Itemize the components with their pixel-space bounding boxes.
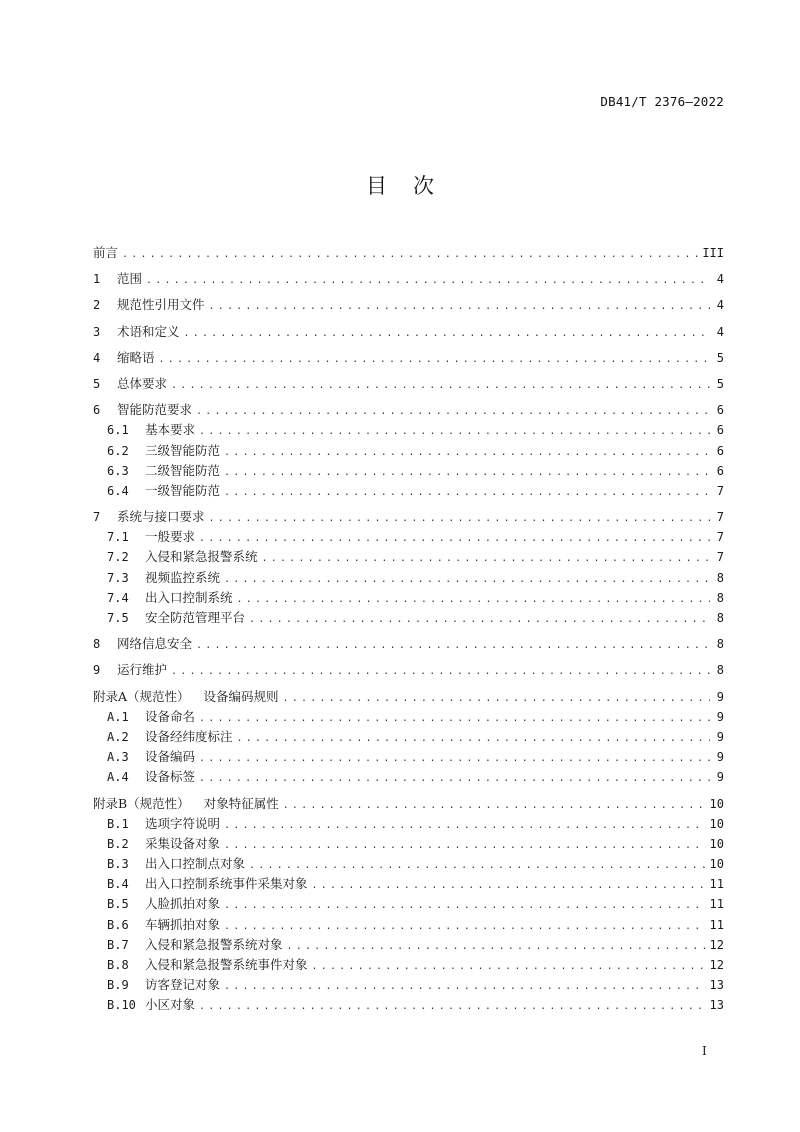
toc-entry-number: B.9 xyxy=(107,978,129,993)
toc-entry-page: 11 xyxy=(709,897,724,912)
toc-entry-number: B.3 xyxy=(107,857,129,872)
toc-entry-b-5[interactable] xyxy=(93,894,724,914)
toc-entry-number: B.5 xyxy=(107,897,129,912)
toc-entry-label: 人脸抓拍对象 xyxy=(145,896,221,912)
page-number: I xyxy=(702,1044,707,1058)
toc-entry-label: 安全防范管理平台 xyxy=(145,610,246,625)
toc-entry-number: 9 xyxy=(93,663,101,678)
toc-entry-b-10[interactable] xyxy=(93,995,724,1015)
leader-dots xyxy=(262,549,710,569)
toc-entry-page: 10 xyxy=(709,796,724,811)
toc-entry-page: 7 xyxy=(716,530,724,545)
toc-entry-9[interactable] xyxy=(93,660,724,680)
toc-entry-foreword[interactable] xyxy=(93,243,724,263)
toc-entry-number: B.10 xyxy=(107,998,136,1013)
toc-entry-b-6[interactable] xyxy=(93,915,724,935)
toc-entry-label: 入侵和紧急报警系统 xyxy=(145,549,258,565)
toc-entry-number: 7.2 xyxy=(107,550,129,565)
toc-entry-page: 9 xyxy=(716,709,724,724)
leader-dots xyxy=(196,402,710,422)
toc-entry-b-8[interactable] xyxy=(93,955,724,975)
toc-entry-page: 6 xyxy=(716,463,724,478)
leader-dots xyxy=(224,836,706,856)
toc-entry-page: 10 xyxy=(709,836,724,851)
toc-entry-number: 5 xyxy=(93,376,101,391)
leader-dots xyxy=(122,245,698,265)
leader-dots xyxy=(224,443,710,463)
toc-entry-3[interactable] xyxy=(93,322,724,342)
toc-entry-page: 9 xyxy=(716,689,724,704)
toc-entry-number: A.4 xyxy=(107,770,129,785)
toc-entry-b-4[interactable] xyxy=(93,874,724,894)
toc-entry-b-9[interactable] xyxy=(93,975,724,995)
leader-dots xyxy=(224,816,706,836)
toc-entry-a-3[interactable] xyxy=(93,747,724,767)
leader-dots xyxy=(199,997,706,1017)
leader-dots xyxy=(283,796,706,816)
leader-dots xyxy=(199,422,710,442)
leader-dots xyxy=(209,297,710,317)
toc-entry-number: A.1 xyxy=(107,709,129,724)
document-code: DB41/T 2376—2022 xyxy=(600,94,724,109)
leader-dots xyxy=(224,977,706,997)
leader-dots xyxy=(224,896,706,916)
toc-entry-number: 6.4 xyxy=(107,483,129,498)
toc-entry-6-3[interactable] xyxy=(93,461,724,481)
toc-entry-7-2[interactable] xyxy=(93,547,724,567)
leader-dots xyxy=(184,324,710,344)
toc-entry-page: 6 xyxy=(716,423,724,438)
toc-entry-label: 对象特征属性 xyxy=(203,795,279,811)
toc-entry-1[interactable] xyxy=(93,269,724,289)
toc-entry-a-4[interactable] xyxy=(93,767,724,787)
toc-entry-number: 8 xyxy=(93,637,101,652)
toc-entry-2[interactable] xyxy=(93,295,724,315)
leader-dots xyxy=(224,570,710,590)
toc-entry-label: 出入口控制点对象 xyxy=(145,856,246,872)
toc-entry-label: 入侵和紧急报警系统对象 xyxy=(145,936,283,952)
leader-dots xyxy=(237,729,710,749)
toc-entry-number: 7.5 xyxy=(107,611,129,625)
toc-entry-label: 小区对象 xyxy=(145,997,196,1013)
toc-entry-page: III xyxy=(702,246,724,260)
toc-entry-number: 附录B（规范性） xyxy=(93,795,190,811)
toc-entry-page: 9 xyxy=(716,750,724,765)
toc-entry-page: 12 xyxy=(709,958,724,972)
toc-entry-label: 一般要求 xyxy=(145,529,196,545)
toc-entry-8[interactable] xyxy=(93,634,724,654)
toc-entry-number: 6.2 xyxy=(107,443,129,458)
toc-entry-label: 访客登记对象 xyxy=(145,977,221,993)
toc-entry-page: 13 xyxy=(709,978,724,993)
toc-entry-page: 7 xyxy=(716,483,724,498)
toc-entry-number: 7 xyxy=(93,510,101,525)
page-title xyxy=(0,170,800,200)
toc-entry-label: 入侵和紧急报警系统事件对象 xyxy=(145,957,308,972)
toc-entry-page: 8 xyxy=(716,611,724,625)
toc-entry-label: 设备编码规则 xyxy=(203,688,279,704)
toc-entry-label: 总体要求 xyxy=(117,375,168,391)
toc-entry-label: 前言 xyxy=(93,245,119,260)
leader-dots xyxy=(171,662,710,682)
toc-entry-page: 4 xyxy=(716,324,724,339)
toc-entry-7-5[interactable] xyxy=(93,608,724,628)
toc-entry-6[interactable] xyxy=(93,400,724,420)
toc-entry-page: 9 xyxy=(716,770,724,785)
toc-entry-page: 7 xyxy=(716,510,724,525)
toc-entry-page: 5 xyxy=(716,376,724,391)
toc-entry-number: 2 xyxy=(93,298,101,313)
toc-entry-page: 6 xyxy=(716,403,724,418)
leader-dots xyxy=(199,749,710,769)
toc-entry-page: 11 xyxy=(709,877,724,892)
leader-dots xyxy=(171,376,710,396)
toc-entry-label: 车辆抓拍对象 xyxy=(145,916,221,932)
leader-dots xyxy=(199,769,710,789)
toc-entry-number: A.3 xyxy=(107,750,129,765)
toc-entry-page: 8 xyxy=(716,637,724,652)
toc-entry-label: 采集设备对象 xyxy=(145,835,221,851)
toc-entry-label: 出入口控制系统 xyxy=(145,589,233,605)
leader-dots xyxy=(224,463,710,483)
toc-entry-page: 12 xyxy=(709,937,724,952)
toc-entry-a-1[interactable] xyxy=(93,707,724,727)
leader-dots xyxy=(159,350,710,370)
toc-entry-number: B.7 xyxy=(107,937,129,952)
toc-entry-appendix-a[interactable] xyxy=(93,687,724,707)
title-char-1: 目 xyxy=(366,174,387,198)
toc-entry-page: 5 xyxy=(716,350,724,365)
toc-entry-label: 术语和定义 xyxy=(117,323,180,339)
toc-entry-number: 6.1 xyxy=(107,423,129,438)
leader-dots xyxy=(146,271,710,291)
toc-entry-b-2[interactable] xyxy=(93,834,724,854)
toc-entry-label: 出入口控制系统事件采集对象 xyxy=(145,876,308,892)
toc-entry-label: 选项字符说明 xyxy=(145,815,221,831)
toc-entry-label: 基本要求 xyxy=(145,422,196,438)
leader-dots xyxy=(287,937,706,957)
table-of-contents xyxy=(93,243,724,1016)
toc-entry-number: 附录A（规范性） xyxy=(93,688,190,704)
leader-dots xyxy=(237,590,710,610)
leader-dots xyxy=(196,636,710,656)
toc-entry-page: 10 xyxy=(709,816,724,831)
toc-entry-number: 6.3 xyxy=(107,463,129,478)
toc-entry-number: B.8 xyxy=(107,958,129,972)
toc-entry-number: B.2 xyxy=(107,836,129,851)
toc-entry-appendix-b[interactable] xyxy=(93,794,724,814)
leader-dots xyxy=(199,709,710,729)
toc-entry-6-2[interactable] xyxy=(93,441,724,461)
toc-entry-6-4[interactable] xyxy=(93,481,724,501)
leader-dots xyxy=(224,483,710,503)
leader-dots xyxy=(209,509,710,529)
toc-entry-label: 设备编码 xyxy=(145,749,196,765)
leader-dots xyxy=(249,856,706,876)
leader-dots xyxy=(249,610,710,630)
toc-entry-label: 系统与接口要求 xyxy=(117,509,205,525)
leader-dots xyxy=(312,957,706,977)
toc-entry-label: 一级智能防范 xyxy=(145,482,221,498)
toc-entry-label: 设备标签 xyxy=(145,769,196,785)
toc-entry-label: 智能防范要求 xyxy=(117,402,193,418)
toc-entry-number: 7.1 xyxy=(107,530,129,545)
toc-entry-label: 缩略语 xyxy=(117,349,155,365)
toc-entry-b-3[interactable] xyxy=(93,854,724,874)
toc-entry-label: 设备经纬度标注 xyxy=(145,728,233,744)
toc-entry-7-3[interactable] xyxy=(93,568,724,588)
toc-entry-b-7[interactable] xyxy=(93,935,724,955)
toc-entry-label: 视频监控系统 xyxy=(145,569,221,585)
toc-entry-label: 范围 xyxy=(117,271,143,287)
toc-entry-label: 二级智能防范 xyxy=(145,462,221,478)
toc-entry-b-1[interactable] xyxy=(93,814,724,834)
toc-entry-page: 8 xyxy=(716,590,724,605)
toc-entry-number: 7.3 xyxy=(107,570,129,585)
toc-entry-page: 9 xyxy=(716,729,724,744)
toc-entry-number: B.1 xyxy=(107,816,129,831)
toc-entry-a-2[interactable] xyxy=(93,727,724,747)
toc-entry-label: 规范性引用文件 xyxy=(117,297,205,313)
leader-dots xyxy=(224,917,706,937)
toc-entry-6-1[interactable] xyxy=(93,420,724,440)
title-char-2: 次 xyxy=(413,174,434,198)
toc-entry-page: 7 xyxy=(716,550,724,565)
toc-entry-number: B.4 xyxy=(107,877,129,892)
toc-entry-label: 网络信息安全 xyxy=(117,636,193,652)
toc-entry-page: 11 xyxy=(709,917,724,932)
toc-entry-number: A.2 xyxy=(107,729,129,744)
leader-dots xyxy=(312,876,706,896)
toc-entry-number: 1 xyxy=(93,272,101,287)
leader-dots xyxy=(199,529,710,549)
toc-entry-page: 13 xyxy=(709,998,724,1013)
leader-dots xyxy=(283,689,710,709)
toc-entry-number: B.6 xyxy=(107,917,129,932)
toc-entry-7[interactable] xyxy=(93,507,724,527)
toc-entry-page: 10 xyxy=(709,857,724,872)
toc-entry-number: 3 xyxy=(93,324,101,339)
toc-entry-label: 设备命名 xyxy=(145,708,196,724)
toc-entry-page: 6 xyxy=(716,443,724,458)
toc-entry-label: 三级智能防范 xyxy=(145,442,221,458)
toc-entry-page: 8 xyxy=(716,663,724,678)
toc-entry-4[interactable] xyxy=(93,348,724,368)
toc-entry-page: 4 xyxy=(716,298,724,313)
toc-entry-number: 6 xyxy=(93,403,101,418)
toc-entry-5[interactable] xyxy=(93,374,724,394)
toc-entry-label: 运行维护 xyxy=(117,662,168,678)
toc-entry-7-4[interactable] xyxy=(93,588,724,608)
toc-entry-number: 4 xyxy=(93,350,101,365)
toc-entry-page: 4 xyxy=(716,272,724,287)
toc-entry-7-1[interactable] xyxy=(93,527,724,547)
toc-entry-page: 8 xyxy=(716,570,724,585)
toc-entry-number: 7.4 xyxy=(107,590,129,605)
